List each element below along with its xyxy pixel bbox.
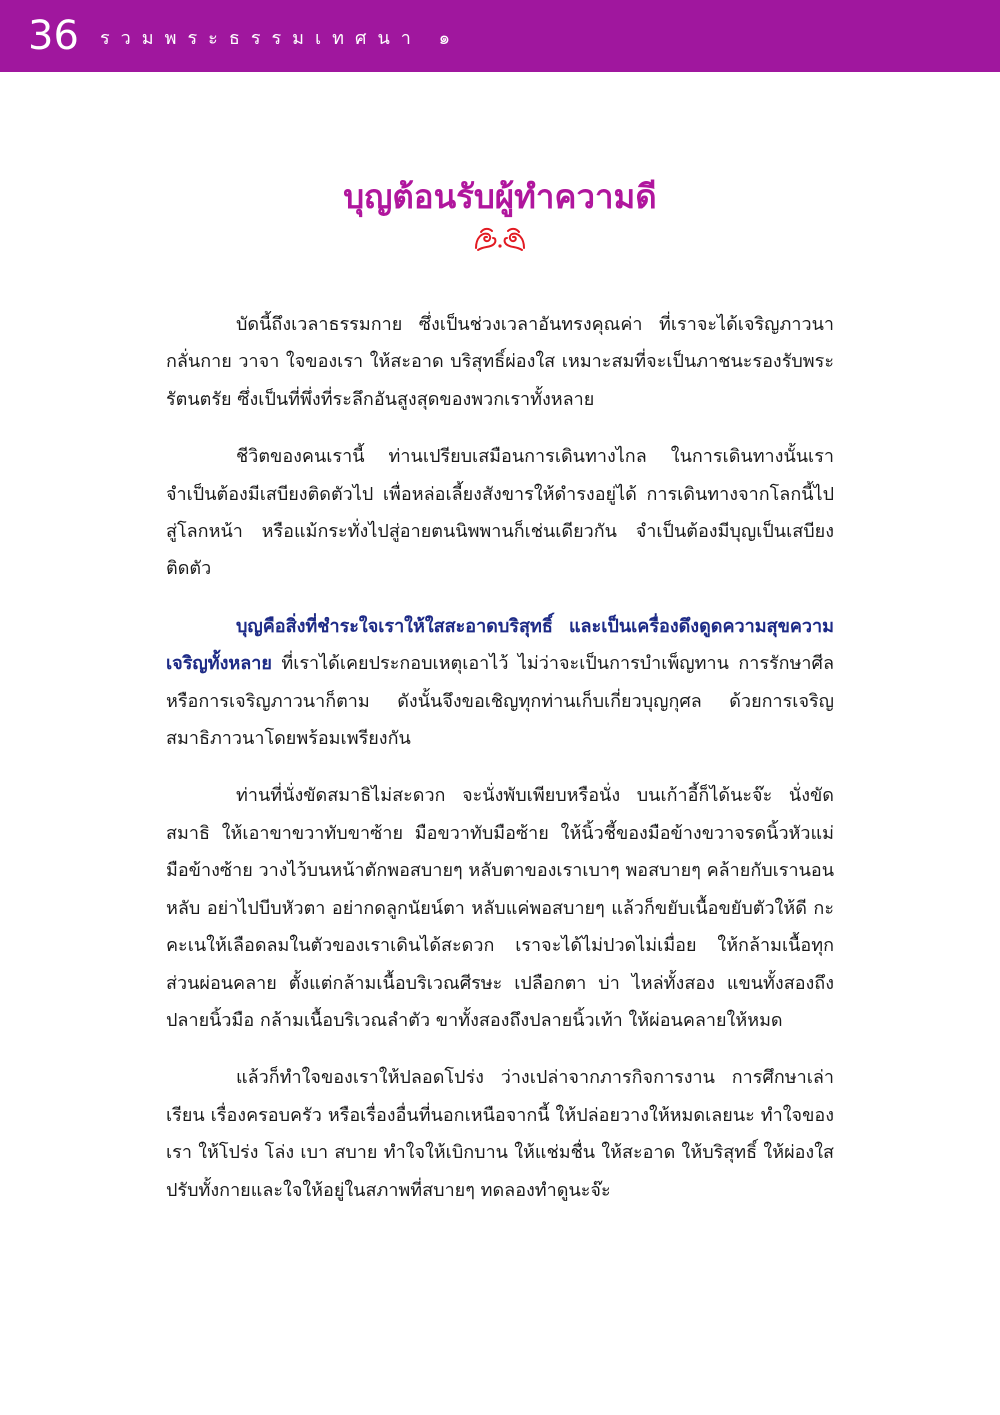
paragraph-1: บัดนี้ถึงเวลาธรรมกาย ซึ่งเป็นช่วงเวลาอันทรงคุณค่า ที่เราจะได้เจริญภาวนา กลั่นกาย วาจา ใจของเรา ให้สะอาด บริสุทธิ์ผ่องใส เหมาะสมที่จะเป็นภาชนะรองรับพระรัตนตรัย ซึ่งเป็นที่พึ่งที่ระลึกอันสูงสุดของพวกเราทั้งหลาย [166, 314, 834, 410]
paragraph-3 [166, 608, 834, 758]
header-band [0, 0, 1000, 72]
body-text [166, 306, 834, 1229]
paragraph-2: ชีวิตของคนเรานี้ ท่านเปรียบเสมือนการเดินทางไกล ในการเดินทางนั้นเราจำเป็นต้องมีเสบียงติดตัวไป เพื่อหล่อเลี้ยงสังขารให้ดำรงอยู่ได้ การเดินทางจากโลกนี้ไปสู่โลกหน้า หรือแม้กระทั่งไปสู่อายตนนิพพานก็เช่นเดียวกัน จำเป็นต้องมีบุญเป็นเสบียงติดตัว [166, 446, 834, 580]
article-title: บุญต้อนรับผู้ทำความดี [343, 177, 657, 217]
paragraph-3-text: ที่เราได้เคยประกอบเหตุเอาไว้ ไม่ว่าจะเป็นการบำเพ็ญทาน การรักษาศีล หรือการเจริญภาวนาก็ตาม ดังนั้นจึงขอเชิญทุกท่านเก็บเกี่ยวบุญกุศล ด้วยการเจริญสมาธิภาวนาโดยพร้อมเพรียงกัน [166, 653, 834, 750]
running-title: รวมพระธรรมเทศนา ๑ [100, 28, 462, 49]
paragraph-4: ท่านที่นั่งขัดสมาธิไม่สะดวก จะนั่งพับเพียบหรือนั่ง บนเก้าอี้ก็ได้นะจ๊ะ นั่งขัดสมาธิ ให้เอาขาขวาทับขาซ้าย มือขวาทับมือซ้าย ให้นิ้วชี้ของมือข้างขวาจรดนิ้วหัวแม่มือข้างซ้าย วางไว้บนหน้าตักพอสบายๆ หลับตาของเราเบาๆ พอสบายๆ คล้ายกับเรานอนหลับ อย่าไปบีบหัวตา อย่ากดลูกนัยน์ตา หลับแค่พอสบายๆ แล้วก็ขยับเนื้อขยับตัวให้ดี กะคะเนให้เลือดลมในตัวของเราเดินได้สะดวก เราจะได้ไม่ปวดไม่เมื่อย ให้กล้ามเนื้อทุกส่วนผ่อนคลาย ตั้งแต่กล้ามเนื้อบริเวณศีรษะ เปลือกตา บ่า ไหล่ทั้งสอง แขนทั้งสองถึงปลายนิ้วมือ กล้ามเนื้อบริเวณลำตัว ขาทั้งสองถึงปลายนิ้วเท้า ให้ผ่อนคลายให้หมด [166, 785, 834, 1031]
paragraph-5: แล้วก็ทำใจของเราให้ปลอดโปร่ง ว่างเปล่าจากภารกิจการงาน การศึกษาเล่าเรียน เรื่องครอบครัว หรือเรื่องอื่นที่นอกเหนือจากนี้ ให้ปล่อยวางให้หมดเลยนะ ทำใจของเรา ให้โปร่ง โล่ง เบา สบาย ทำใจให้เบิกบาน ให้แช่มชื่น ให้สะอาด ให้บริสุทธิ์ ให้ผ่องใส ปรับทั้งกายและใจให้อยู่ในสภาพที่สบายๆ ทดลองทำดูนะจ๊ะ [166, 1067, 834, 1201]
page-number: 36 [28, 13, 79, 59]
emphasized-definition: บุญคือสิ่งที่ชำระใจเราให้ใสสะอาดบริสุทธิ์ และเป็นเครื่องดึงดูดความสุขความเจริญทั้งหลาย [166, 615, 834, 675]
floral-ornament-icon [472, 224, 528, 254]
